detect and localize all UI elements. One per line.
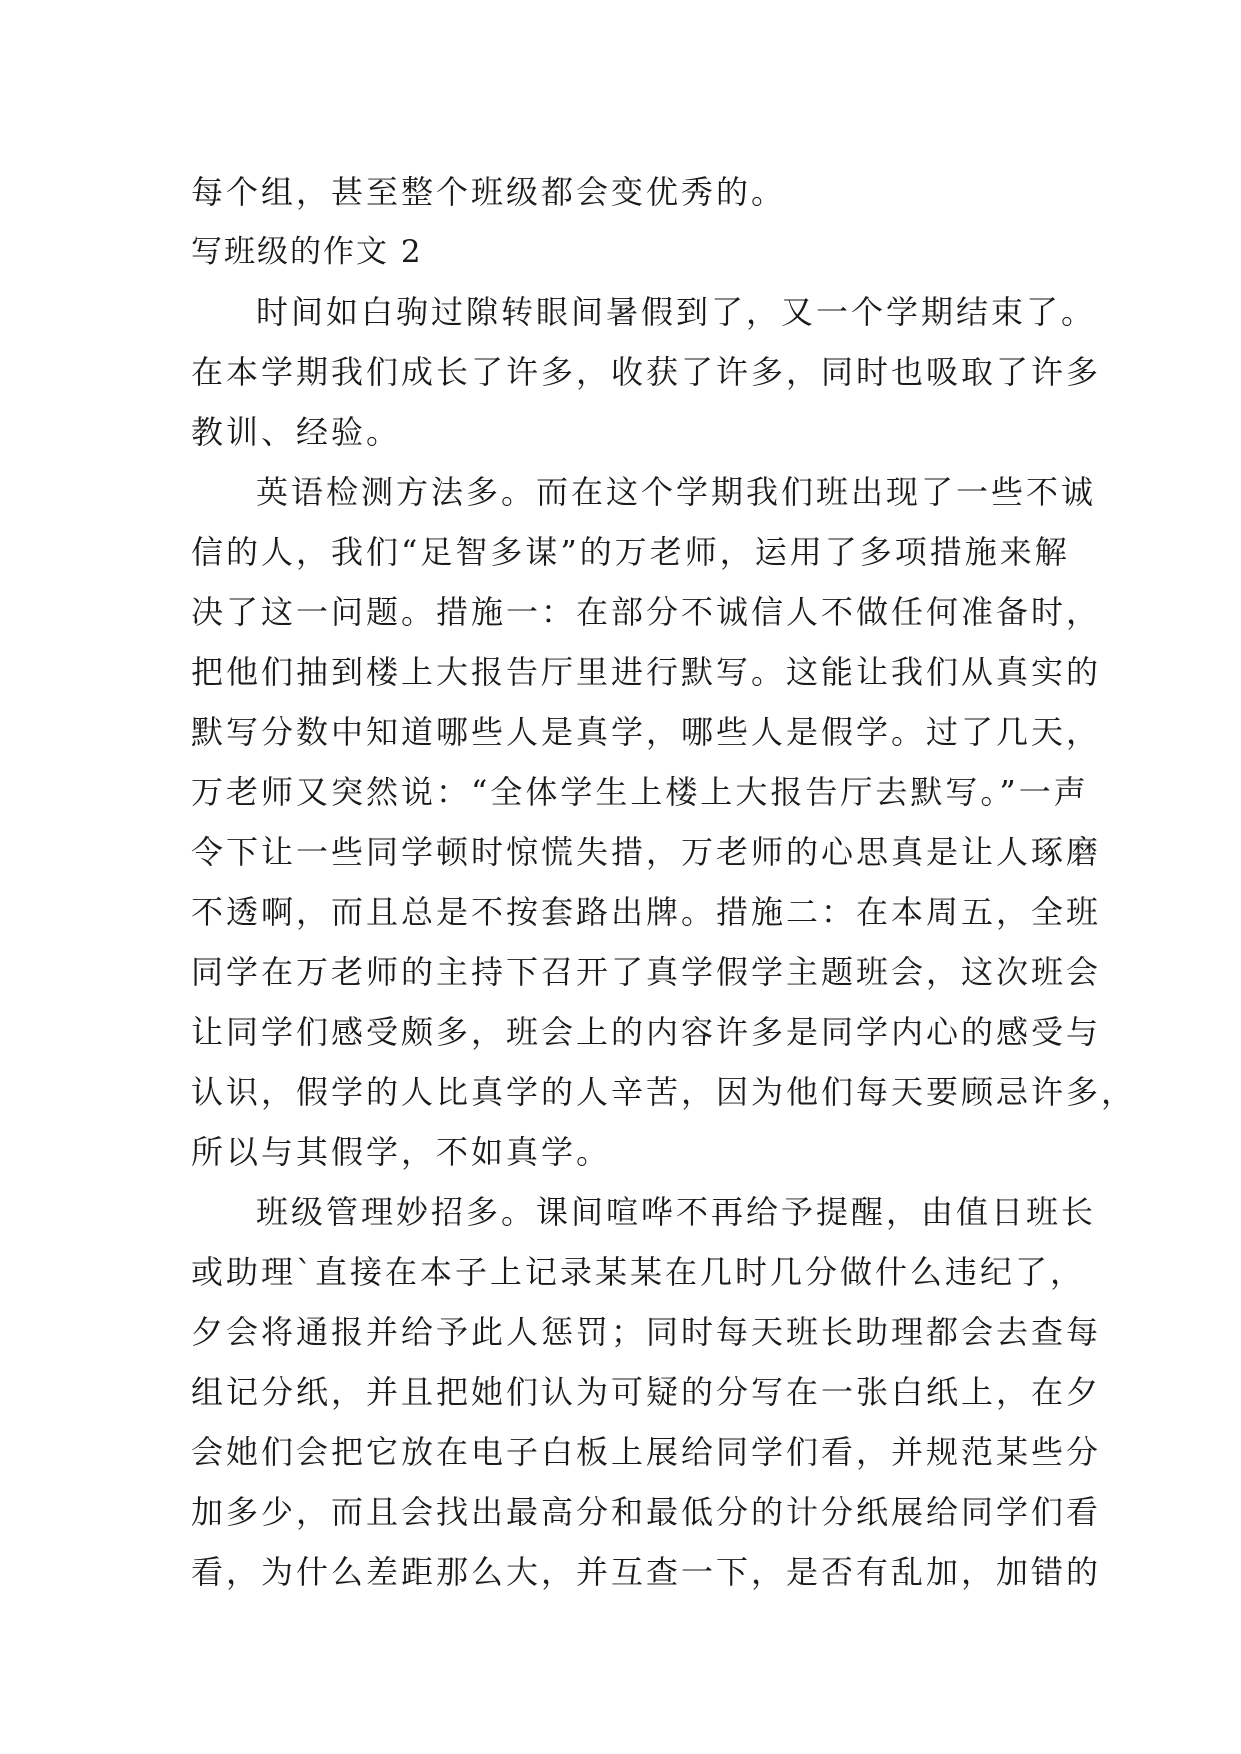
text-line: 万老师又突然说：“全体学生上楼上大报告厅去默写。”一声: [191, 773, 1089, 811]
paragraph-start-line: 班级管理妙招多。课间喧哗不再给予提醒，由值日班长: [256, 1193, 1097, 1231]
text-line: 同学在万老师的主持下召开了真学假学主题班会，这次班会: [191, 953, 1102, 991]
text-line: 默写分数中知道哪些人是真学，哪些人是假学。过了几天，: [191, 713, 1102, 751]
text-line: 看，为什么差距那么大，并互查一下，是否有乱加，加错的: [191, 1553, 1102, 1591]
text-line: 认识，假学的人比真学的人辛苦，因为他们每天要顾忌许多，: [191, 1073, 1137, 1111]
text-line: 组记分纸，并且把她们认为可疑的分写在一张白纸上，在夕: [191, 1373, 1102, 1411]
text-line: 夕会将通报并给予此人惩罚；同时每天班长助理都会去查每: [191, 1313, 1102, 1351]
text-line: 或助理`直接在本子上记录某某在几时几分做什么违纪了，: [191, 1253, 1086, 1291]
text-line: 不透啊，而且总是不按套路出牌。措施二：在本周五，全班: [191, 893, 1102, 931]
paragraph-start-line: 英语检测方法多。而在这个学期我们班出现了一些不诚: [256, 473, 1097, 511]
text-line: 所以与其假学，不如真学。: [191, 1133, 612, 1171]
text-line: 令下让一些同学顿时惊慌失措，万老师的心思真是让人琢磨: [191, 833, 1102, 871]
text-line: 加多少，而且会找出最高分和最低分的计分纸展给同学们看: [191, 1493, 1102, 1531]
text-line: 把他们抽到楼上大报告厅里进行默写。这能让我们从真实的: [191, 653, 1102, 691]
text-line: 决了这一问题。措施一：在部分不诚信人不做任何准备时，: [191, 593, 1102, 631]
paragraph-start-line: 时间如白驹过隙转眼间暑假到了，又一个学期结束了。: [256, 293, 1097, 331]
text-line: 信的人，我们“足智多谋”的万老师，运用了多项措施来解: [191, 533, 1070, 571]
essay-text: [191, 162, 1137, 1602]
essay-title: 写班级的作文 2: [191, 234, 423, 270]
text-line: 教训、经验。: [191, 413, 402, 451]
text-line: 在本学期我们成长了许多，收获了许多，同时也吸取了许多: [191, 353, 1102, 391]
text-line: 让同学们感受颇多，班会上的内容许多是同学内心的感受与: [191, 1013, 1102, 1051]
text-line: 会她们会把它放在电子白板上展给同学们看，并规范某些分: [191, 1433, 1102, 1471]
text-line: 每个组，甚至整个班级都会变优秀的。: [191, 173, 787, 211]
